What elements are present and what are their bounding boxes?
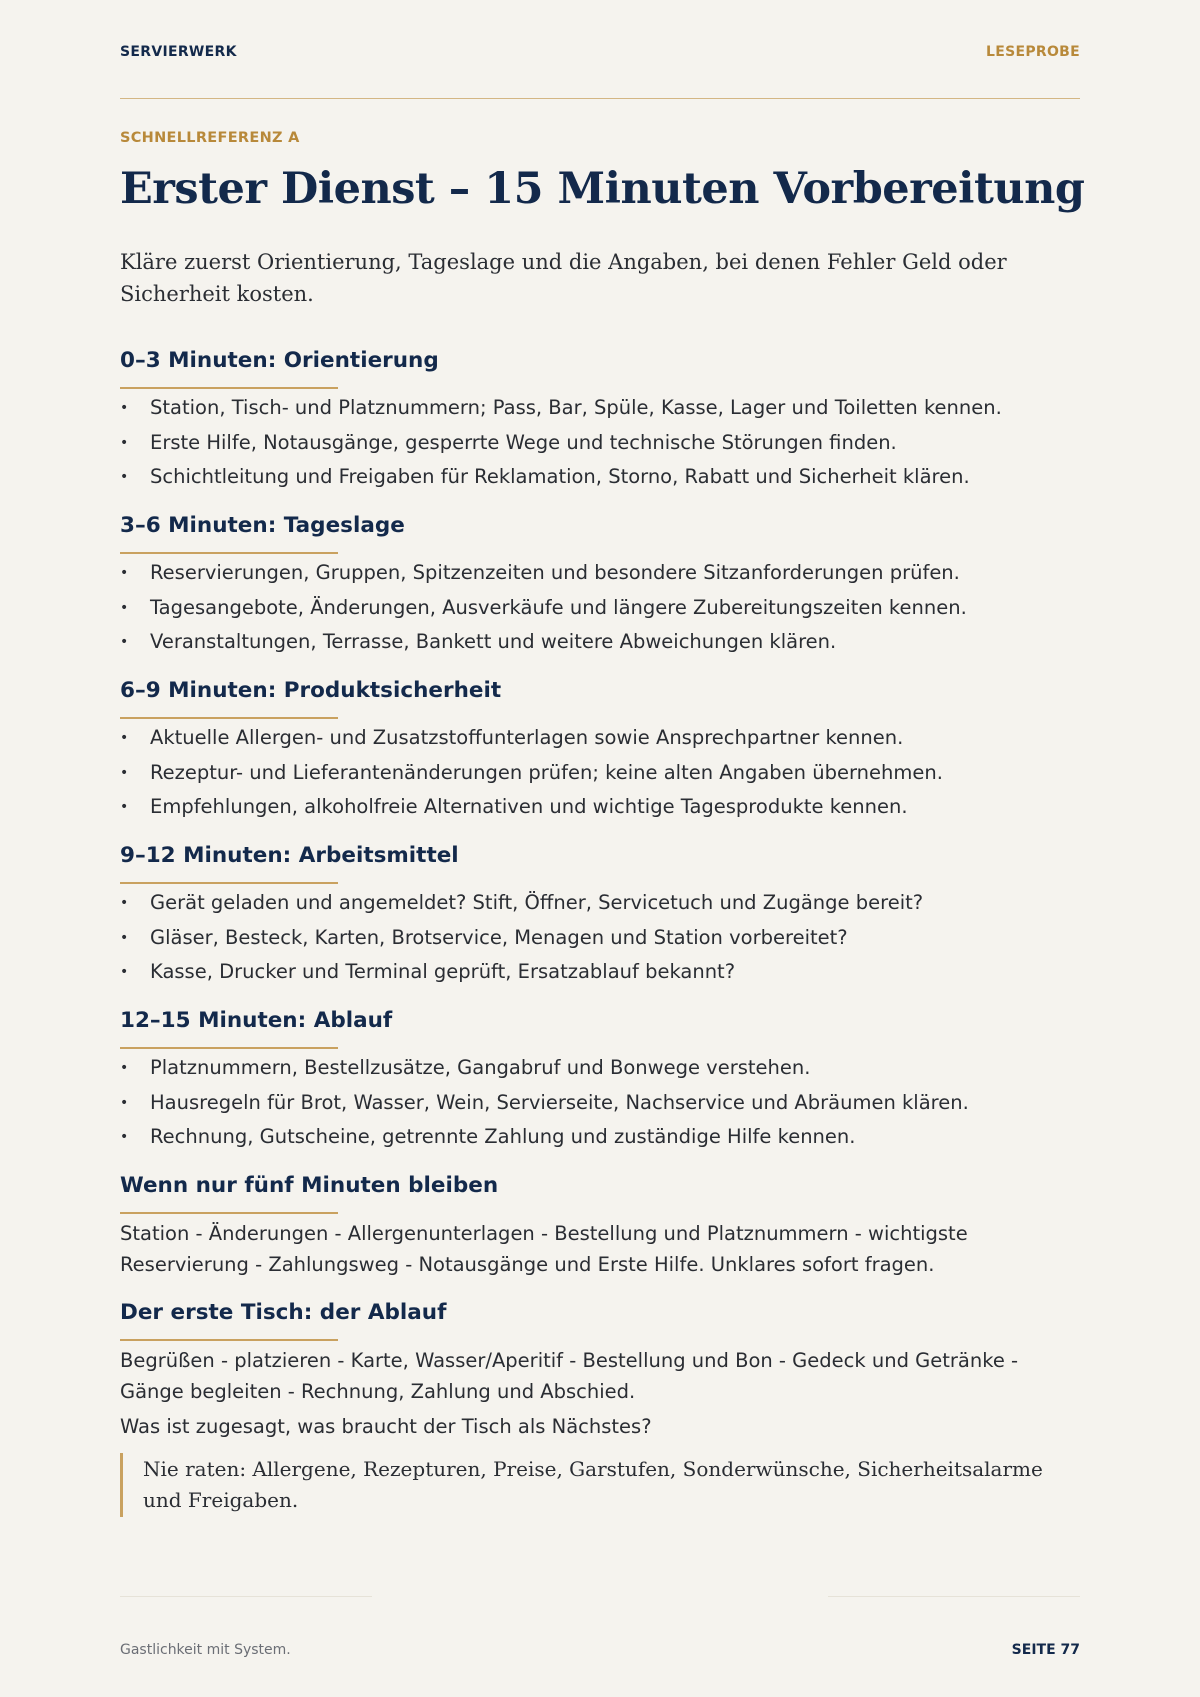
bullet-icon: •: [120, 730, 129, 746]
bullet-list-produktsicherheit: [120, 721, 1080, 825]
callout-text: Nie raten: Allergene, Rezepturen, Preise, Garstufen, Sonderwünsche, Sicherheitsalarme und Freigaben.: [143, 1457, 1043, 1512]
section-rule: [120, 552, 338, 554]
list-item: • Empfehlungen, alkoholfreie Alternativen und wichtige Tagesprodukte kennen.: [120, 790, 1080, 825]
section-title-ablauf: 12–15 Minuten: Ablauf: [120, 1008, 393, 1033]
footer-note: Gastlichkeit mit System.: [120, 1642, 291, 1658]
bullet-icon: •: [120, 469, 129, 485]
lead-paragraph: Kläre zuerst Orientierung, Tageslage und die Angaben, bei denen Fehler Geld oder Sicherheit kosten.: [120, 250, 1007, 306]
list-item: • Gläser, Besteck, Karten, Brotservice, Menagen und Station vorbereitet?: [120, 921, 1080, 956]
section-title-five-minutes: Wenn nur fünf Minuten bleiben: [120, 1173, 499, 1198]
section-rule: [120, 1047, 338, 1049]
list-item: • Rezeptur- und Lieferantenänderungen prüfen; keine alten Angaben übernehmen.: [120, 756, 1080, 791]
bullet-icon: •: [120, 400, 129, 416]
section-title-tageslage: 3–6 Minuten: Tageslage: [120, 513, 405, 538]
five-minutes-text: Station - Änderungen - Allergenunterlagen - Bestellung und Platznummern - wichtigste Reservierung - Zahlungsweg - Notausgänge und Erste Hilfe. Unklares sofort fragen.: [120, 1222, 968, 1276]
section-rule: [120, 1339, 338, 1341]
bullet-list-arbeitsmittel: [120, 886, 1080, 990]
document-page: [120, 0, 1085, 1697]
bullet-icon: •: [120, 599, 129, 616]
first-table-question: Was ist zugesagt, was braucht der Tisch als Nächstes?: [120, 1415, 652, 1438]
page-title: Erster Dienst – 15 Minuten Vorbereitung: [120, 164, 1085, 214]
warning-callout: [120, 1453, 1080, 1517]
list-item: • Rechnung, Gutscheine, getrennte Zahlung und zuständige Hilfe kennen.: [120, 1120, 1080, 1155]
brand-name: SERVIERWERK: [120, 44, 237, 60]
section-title-produktsicherheit: 6–9 Minuten: Produktsicherheit: [120, 678, 502, 703]
bullet-icon: •: [120, 634, 129, 650]
list-item: • Schichtleitung und Freigaben für Reklamation, Storno, Rabatt und Sicherheit klären.: [120, 460, 1080, 495]
bullet-icon: •: [120, 929, 129, 946]
bullet-list-tageslage: [120, 556, 1080, 660]
section-title-orientierung: 0–3 Minuten: Orientierung: [120, 348, 439, 373]
bullet-list-ablauf: [120, 1051, 1080, 1155]
bullet-icon: •: [120, 1129, 129, 1145]
footer-divider-left: [120, 1596, 372, 1597]
bullet-icon: •: [120, 964, 129, 980]
bullet-icon: •: [120, 895, 129, 911]
list-item: • Station, Tisch- und Platznummern; Pass, Bar, Spüle, Kasse, Lager und Toiletten kennen.: [120, 391, 1080, 426]
list-item: • Hausregeln für Brot, Wasser, Wein, Servierseite, Nachservice und Abräumen klären.: [120, 1086, 1080, 1121]
footer-divider-right: [828, 1596, 1080, 1597]
list-item: • Erste Hilfe, Notausgänge, gesperrte Wege und technische Störungen finden.: [120, 426, 1080, 461]
header-divider: [120, 98, 1080, 99]
page-number: SEITE 77: [1011, 1642, 1080, 1658]
first-table-text: Begrüßen - platzieren - Karte, Wasser/Aperitif - Bestellung und Bon - Gedeck und Getränke - Gänge begleiten - Rechnung, Zahlung und Abschied.: [120, 1349, 1019, 1403]
bullet-icon: •: [120, 1094, 129, 1111]
list-item: • Gerät geladen und angemeldet? Stift, Öffner, Servicetuch und Zugänge bereit?: [120, 886, 1080, 921]
section-kicker: SCHNELLREFERENZ A: [120, 130, 300, 146]
list-item: • Tagesangebote, Änderungen, Ausverkäufe und längere Zubereitungszeiten kennen.: [120, 591, 1080, 626]
section-rule: [120, 717, 338, 719]
section-rule: [120, 1212, 338, 1214]
section-title-first-table: Der erste Tisch: der Ablauf: [120, 1300, 447, 1325]
bullet-icon: •: [120, 1060, 129, 1076]
list-item: • Reservierungen, Gruppen, Spitzenzeiten und besondere Sitzanforderungen prüfen.: [120, 556, 1080, 591]
running-header: [120, 44, 1080, 60]
bullet-icon: •: [120, 764, 129, 781]
list-item: • Platznummern, Bestellzusätze, Gangabruf und Bonwege verstehen.: [120, 1051, 1080, 1086]
bullet-list-orientierung: [120, 391, 1080, 495]
list-item: • Aktuelle Allergen- und Zusatzstoffunterlagen sowie Ansprechpartner kennen.: [120, 721, 1080, 756]
list-item: • Veranstaltungen, Terrasse, Bankett und weitere Abweichungen klären.: [120, 625, 1080, 660]
section-rule: [120, 882, 338, 884]
bullet-icon: •: [120, 434, 129, 451]
bullet-icon: •: [120, 565, 129, 581]
section-rule: [120, 387, 338, 389]
list-item: • Kasse, Drucker und Terminal geprüft, Ersatzablauf bekannt?: [120, 955, 1080, 990]
page-footer: [120, 1642, 1080, 1658]
section-title-arbeitsmittel: 9–12 Minuten: Arbeitsmittel: [120, 843, 459, 868]
sample-tag: LESEPROBE: [985, 44, 1080, 60]
bullet-icon: •: [120, 799, 129, 815]
